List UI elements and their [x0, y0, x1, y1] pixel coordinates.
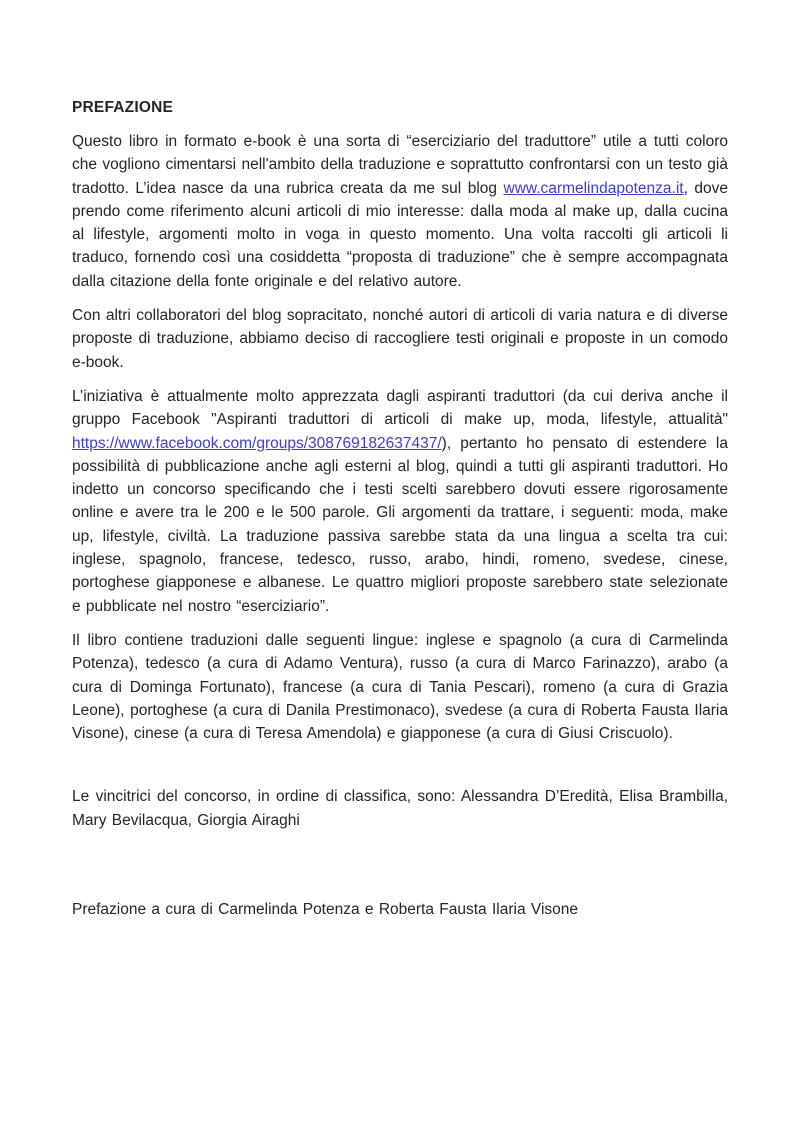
- intro-paragraph: [72, 130, 728, 293]
- winners-paragraph: [72, 785, 728, 832]
- text-run: L’iniziativa è attualmente molto apprezzata dagli aspiranti traduttori (da cui deriva anche il gruppo Facebook "Aspiranti traduttori di articoli di make up, moda, lifestyle, attualità": [72, 387, 728, 429]
- initiative-paragraph: [72, 385, 728, 618]
- facebook-group-link[interactable]: https://www.facebook.com/groups/308769182637437/: [72, 434, 442, 452]
- collaborators-paragraph: [72, 304, 728, 374]
- page-title: PREFAZIONE: [72, 99, 174, 116]
- text-run: Il libro contiene traduzioni dalle seguenti lingue: inglese e spagnolo (a cura di Carmelinda Potenza), tedesco (a cura di Adamo Ventura), russo (a cura di Marco Farinazzo), arabo (a cura di Dominga Fortunato), francese (a cura di Tania Pescari), romeno (a cura di Grazia Leone), portoghese (a cura di Danila Prestimonaco), svedese (a cura di Roberta Fausta Ilaria Visone), cinese (a cura di Teresa Amendola) e giapponese (a cura di Giusi Criscuolo).: [72, 631, 728, 743]
- text-run: Questo libro in formato e-book è una sorta di “eserciziario del traduttore” utile a tutti coloro che vogliono cimentarsi nell'ambito della traduzione e soprattutto confrontarsi con un testo già tradotto. L’idea nasce da una rubrica creata da me sul blog: [72, 133, 728, 197]
- translations-paragraph: [72, 629, 728, 745]
- text-run: , dove prendo come riferimento alcuni articoli di mio interesse: dalla moda al make up, dalla cucina al lifestyle, argomenti molto in voga in questo momento. Una volta raccolti gli articoli li traduco, fornendo così una cosiddetta “proposta di traduzione” che è sempre accompagnata dalla citazione della fonte originale e del relativo autore.: [72, 179, 728, 290]
- text-run: Le vincitrici del concorso, in ordine di classifica, sono: Alessandra D’Eredità, Elisa Brambilla, Mary Bevilacqua, Giorgia Airaghi: [72, 788, 728, 829]
- blog-link[interactable]: www.carmelindapotenza.it: [503, 179, 684, 197]
- text-run: Con altri collaboratori del blog sopracitato, nonché autori di articoli di varia natura e di diverse proposte di traduzione, abbiamo deciso di raccogliere testi originali e proposte in un comodo e-book.: [72, 307, 728, 371]
- text-run: Prefazione a cura di Carmelinda Potenza e Roberta Fausta Ilaria Visone: [72, 901, 578, 919]
- document-body: [72, 130, 728, 921]
- text-run: ), pertanto ho pensato di estendere la possibilità di pubblicazione anche agli esterni al blog, quindi a tutti gli aspiranti traduttori. Ho indetto un concorso specificando che i testi scelti sarebbero dovuti essere rigorosamente online e avere tra le 200 e le 500 parole. Gli argomenti da trattare, i seguenti: moda, make up, lifestyle, civiltà. La traduzione passiva sarebbe stata da una lingua a scelta tra cui: inglese, spagnolo, francese, tedesco, russo, arabo, hindi, romeno, svedese, cinese, portoghese giapponese e albanese. Le quattro migliori proposte sarebbero state selezionate e pubblicate nel nostro “eserciziario”.: [72, 434, 728, 615]
- credits-paragraph: [72, 898, 728, 921]
